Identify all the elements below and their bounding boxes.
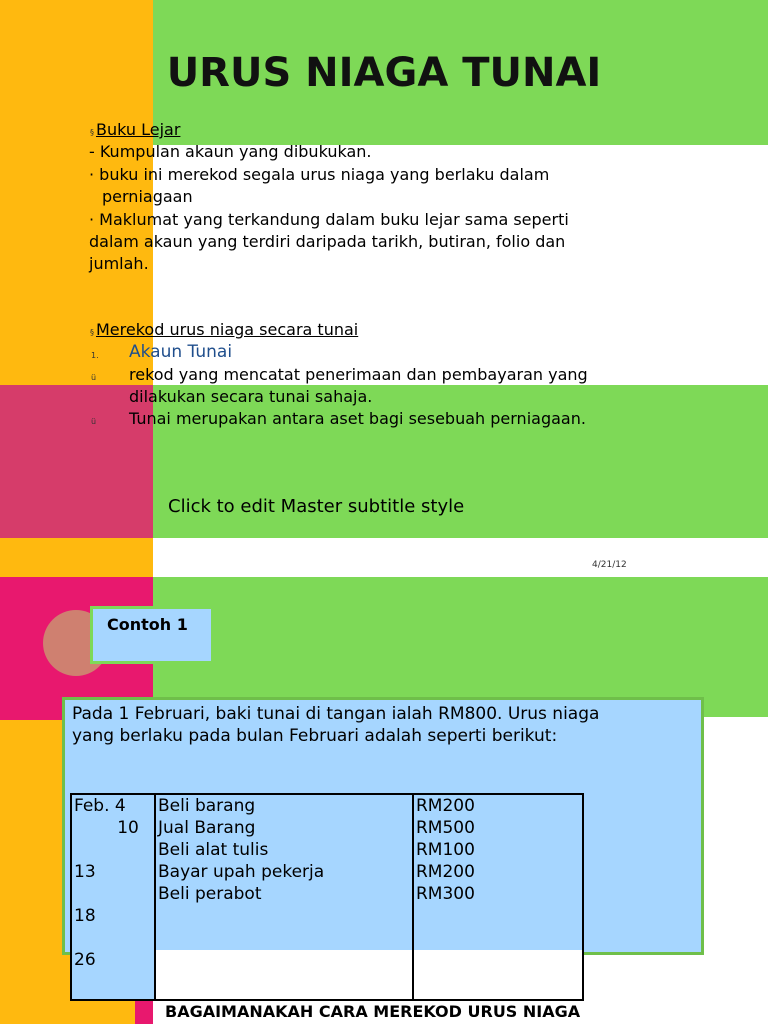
section-heading-buku-lejar: Buku Lejar	[96, 120, 181, 139]
bg-pink-band	[0, 385, 153, 538]
date-cell: 18	[74, 906, 96, 926]
date-cell: 26	[74, 950, 96, 970]
bullet-icon: §	[90, 128, 94, 137]
text-line: rekod yang mencatat penerimaan dan pembayaran yang	[129, 365, 588, 384]
date-cell: 13	[74, 862, 96, 882]
date-cell	[74, 839, 152, 861]
question-line: yang berlaku pada bulan Februari adalah seperti berikut:	[72, 726, 558, 746]
item-akaun-tunai: Akaun Tunai	[129, 342, 233, 362]
date-column	[71, 794, 155, 1000]
date-cell: Feb. 4	[74, 796, 126, 816]
bg-green-right-band	[600, 145, 768, 385]
date-cell	[74, 927, 152, 949]
amount-cell: RM100	[416, 840, 475, 860]
transaction-table	[70, 793, 584, 1001]
footer-question: BAGAIMANAKAH CARA MEREKOD URUS NIAGA	[165, 1002, 581, 1021]
item-cell: Beli perabot	[158, 884, 262, 904]
item-cell: Beli barang	[158, 796, 256, 816]
amount-cell: RM300	[416, 884, 475, 904]
text-line: - Kumpulan akaun yang dibukukan.	[89, 142, 372, 161]
contoh-label-box	[90, 606, 214, 664]
section-heading-merekod: Merekod urus niaga secara tunai	[96, 320, 359, 339]
text-line: · Maklumat yang terkandung dalam buku lejar sama seperti	[89, 210, 569, 229]
text-line: Tunai merupakan antara aset bagi sesebuah perniagaan.	[129, 409, 586, 428]
check-marker: ü	[91, 373, 97, 382]
date-cell	[74, 883, 152, 905]
amount-column	[413, 794, 583, 1000]
amount-cell: RM200	[416, 796, 475, 816]
text-line: jumlah.	[89, 254, 149, 273]
amount-cell: RM200	[416, 862, 475, 882]
text-line: · buku ini merekod segala urus niaga yang berlaku dalam	[89, 165, 550, 184]
contoh-label: Contoh 1	[107, 615, 188, 634]
description-column	[155, 794, 413, 1000]
item-cell: Bayar upah pekerja	[158, 862, 325, 882]
date-cell: 10	[74, 818, 139, 838]
text-line: perniagaan	[102, 187, 193, 206]
slide-date: 4/21/12	[592, 560, 627, 570]
item-cell: Jual Barang	[158, 818, 256, 838]
amount-cell: RM500	[416, 818, 475, 838]
bg-green-lower	[153, 577, 768, 717]
question-line: Pada 1 Februari, baki tunai di tangan ialah RM800. Urus niaga	[72, 704, 600, 724]
check-marker: ü	[91, 417, 97, 426]
page-title: URUS NIAGA TUNAI	[166, 50, 602, 96]
text-line: dilakukan secara tunai sahaja.	[129, 387, 373, 406]
subtitle-placeholder[interactable]: Click to edit Master subtitle style	[168, 496, 465, 517]
text-line: dalam akaun yang terdiri daripada tarikh, butiran, folio dan	[89, 232, 566, 251]
bullet-icon: §	[90, 328, 94, 337]
item-cell: Beli alat tulis	[158, 840, 269, 860]
numbered-marker: 1.	[91, 351, 99, 360]
